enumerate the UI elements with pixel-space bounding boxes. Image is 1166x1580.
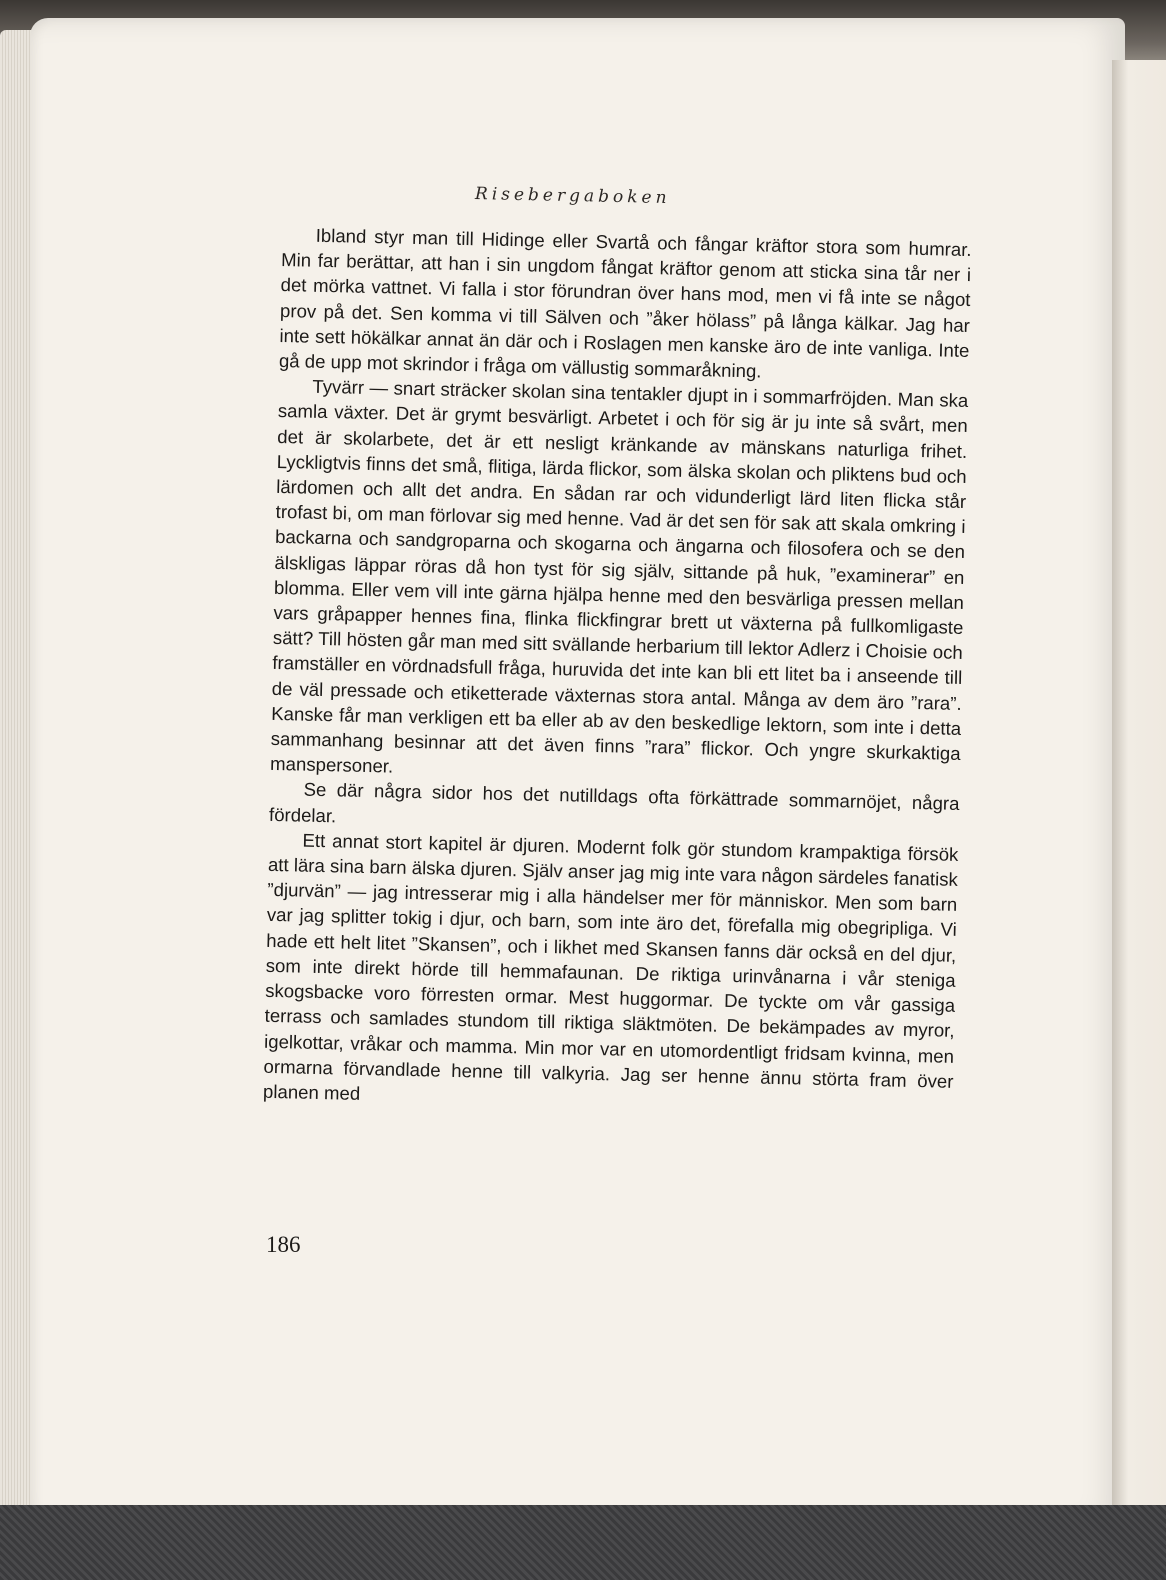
paragraph: Tyvärr — snart sträcker skolan sina tentakler djupt in i sommarfröjden. Man ska samla växter. Det är grymt besvärligt. Arbetet i och för sig är ju inte så svårt, men det är skolarbete, det är ett nesligt kränkande av mänskans naturliga frihet. Lyckligtvis finns det små, flitiga, lärda flickor, som älska skolan och pliktens bud och lärdomen och allt det andra. En sådan rar och vidunderligt lärd liten flicka står trofast bi, om man förlovar sig med henne. Vad är det sen för sak att skala omkring i backarna och sandgroparna och skogarna och ängarna och filosofera och se den älskligas läppar röras då hon tyst för sig själv, sittande på huk, ”examinerar” en blomma. Eller vem vill inte gärna hjälpa henne med den besvärliga pressen mellan vars gråpapper hennes fina, flinka flickfingrar brett ut växterna på fullkomligaste sätt? Till hösten går man med sitt svällande herbarium till lektor Adlerz i Choisie och framställer en vördnadsfull fråga, huruvida det inte kan bli ett litet ba i anseende till de väl pressade och etiketterade växternas stora antal. Många av dem äro ”rara”. Kanske får man verkligen ett ba eller ab av den beskedlige lektorn, som inte i detta sammanhang besinnar att det även finns ”rara” flickor. Och yngre skurkaktiga manspersoner. bbox=[269, 375, 969, 777]
paragraph: Ibland styr man till Hidinge eller Svartå och fångar kräftor stora som humrar. Min far berättar, att han i sin ungdom fångat kräftor genom att sticka sina tår ner i det mörka vattnet. Vi falla i stor förundran över hans mod, men vi få inte se något prov på det. Sen komma vi till Sälven och ”åker hölass” på långa kälkar. Jag har inte sett hökälkar annat än där och i Roslagen men kanske äro de inte vanliga. Inte gå de upp mot skrindor i fråga om vällustig sommaråkning. bbox=[278, 224, 972, 382]
running-head: Risebergaboken bbox=[474, 184, 671, 209]
background-bottom bbox=[0, 1505, 1166, 1580]
paragraph: Se där några sidor hos det nutilldags ofta förkättrade sommarnöjet, några fördelar. bbox=[268, 779, 960, 826]
facing-page-edge bbox=[1112, 60, 1166, 1510]
body-text bbox=[263, 222, 972, 1119]
page-number: 186 bbox=[266, 1232, 301, 1257]
paragraph: Ett annat stort kapitel är djuren. Modernt folk gör stundom krampaktiga försök att lära sina barn älska djuren. Själv anser jag mig inte vara någon särdeles fanatisk ”djurvän” — jag intresserar mig i alla händelser mer för människor. Men som barn var jag splitter tokig i djur, och barn, som inte äro det, förefalla mig obegripliga. Vi hade ett helt litet ”Skansen”, och i likhet med Skansen fanns där också en del djur, som inte direkt hörde till hemmafaunan. De riktiga urinvånarna i vår steniga skogsbacke voro förresten ormar. Mest huggormar. De tyckte om vår gassiga terrass och samlades stundom till riktiga släktmöten. De bekämpades av myror, igelkottar, vråkar och mamma. Min mor var en utomordentligt fridsam kvinna, men ormarna förvandlade henne till valkyria. Jag ser henne ännu störta fram över planen med bbox=[262, 829, 959, 1104]
